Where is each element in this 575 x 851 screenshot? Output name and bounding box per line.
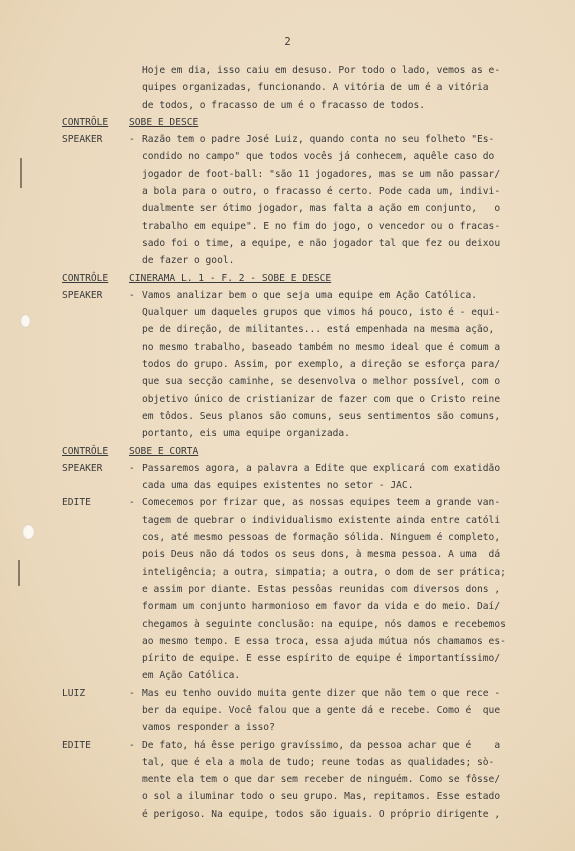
dialogue-text: Comecemos por frizar que, as nossas equipes teem a grande van- xyxy=(142,497,501,509)
dialogue-text: formam um conjunto harmonioso em favor da vida e do meio. Daí/ xyxy=(142,601,501,613)
control-label: CONTRÔLE xyxy=(62,272,109,284)
speech-line xyxy=(62,408,522,425)
control-label: CONTRÔLE xyxy=(62,116,109,128)
dialogue-text: inteligência; a outra, simpatia; a outra, o dom de ser prática; xyxy=(142,566,506,578)
speech-line xyxy=(62,391,522,408)
speech-line xyxy=(62,564,522,581)
dialogue-text: a bola para o outro, o fracasso é certo. Pode cada um, indivi- xyxy=(142,186,501,198)
page-number: 2 xyxy=(284,36,291,48)
speech-line xyxy=(62,719,522,736)
speech-line xyxy=(62,477,522,494)
speech-line xyxy=(62,598,522,615)
speech-line xyxy=(62,183,522,200)
speech-line xyxy=(62,235,522,252)
dialogue-text: o sol a iluminar todo o seu grupo. Mas, repitamos. Esse estado xyxy=(142,791,501,803)
dialogue-text: dualmente ser ótimo jogador, mas falta a ação em conjunto, o xyxy=(142,203,501,215)
dialogue-text: mente ela tem o que dar sem receber de ninguém. Como se fôsse/ xyxy=(142,774,501,786)
control-cue xyxy=(62,270,522,287)
speech-line xyxy=(62,148,522,165)
dialogue-text: jogador de foot-ball: "são 11 jogadores, mas se um não passar/ xyxy=(142,168,501,180)
speech-line xyxy=(62,252,522,269)
dialogue-text: é perigoso. Na equipe, todos são iguais. O próprio dirigente , xyxy=(142,808,501,820)
speaker-dash: - xyxy=(129,134,135,146)
control-instruction: SOBE E CORTA xyxy=(129,445,199,457)
speech-line xyxy=(62,166,522,183)
speech-line xyxy=(62,529,522,546)
speech-line xyxy=(62,287,522,304)
speaker-dash: - xyxy=(129,462,135,474)
speech-line xyxy=(62,131,522,148)
speaker-name: LUIZ xyxy=(62,687,86,699)
speaker-dash: - xyxy=(129,739,135,751)
control-instruction: CINERAMA L. 1 - F. 2 - SOBE E DESCE xyxy=(129,272,332,284)
speech-line xyxy=(62,788,522,805)
control-label: CONTRÔLE xyxy=(62,445,109,457)
speech-line xyxy=(62,737,522,754)
speech-line xyxy=(62,339,522,356)
dialogue-text: trabalho em equipe". E no fim do jogo, o vencedor ou o fracas- xyxy=(142,220,501,232)
speech-line xyxy=(62,200,522,217)
intro-line: Hoje em dia, isso caiu em desuso. Por todo o lado, vemos as e- xyxy=(142,65,501,76)
speech-line xyxy=(62,218,522,235)
staple-mark-top xyxy=(20,158,22,188)
intro-paragraph xyxy=(62,62,522,114)
speaker-name: EDITE xyxy=(62,739,91,751)
speech-line xyxy=(62,806,522,823)
control-instruction: SOBE E DESCE xyxy=(129,116,199,128)
speech-line xyxy=(62,460,522,477)
speech-line xyxy=(62,685,522,702)
speech-line xyxy=(62,650,522,667)
dialogue-text: cos, até mesmo pessoas de formação sólida. Ninguem é completo, xyxy=(142,532,501,544)
speaker-name: SPEAKER xyxy=(62,462,103,474)
speaker-name: SPEAKER xyxy=(62,289,103,301)
dialogue-text: ber da equipe. Você falou que a gente dá e recebe. Como é que xyxy=(142,704,501,716)
speech-line xyxy=(62,754,522,771)
control-cue xyxy=(62,443,522,460)
dialogue-text: vamos responder a isso? xyxy=(142,722,275,734)
speech-line xyxy=(62,633,522,650)
speech-line xyxy=(62,512,522,529)
dialogue-text: Passaremos agora, a palavra a Edite que explicará com exatidão xyxy=(142,462,501,474)
punch-hole-top xyxy=(20,314,31,328)
punch-hole-bottom xyxy=(22,524,35,540)
dialogue-text: objetivo único de cristianizar de fazer com que o Cristo reine xyxy=(142,393,501,405)
speaker-name: EDITE xyxy=(62,497,91,509)
speaker-dash: - xyxy=(129,687,135,699)
speech-line xyxy=(62,373,522,390)
dialogue-text: chegamos à seguinte conclusão: na equipe, nós damos e recebemos xyxy=(142,618,506,630)
speech-line xyxy=(62,667,522,684)
dialogue-text: Qualquer um daqueles grupos que vimos há pouco, isto é - equi- xyxy=(142,307,501,319)
speech-line xyxy=(62,356,522,373)
speech-line xyxy=(62,321,522,338)
intro-line: de todos, o fracasso de um é o fracasso de todos. xyxy=(142,99,426,111)
dialogue-text: tagem de quebrar o individualismo existente ainda entre católi xyxy=(142,514,501,526)
control-cue xyxy=(62,114,522,131)
speaker-dash: - xyxy=(129,289,135,301)
dialogue-text: em tôdos. Seus planos são comuns, seus sentimentos são comuns, xyxy=(142,410,501,422)
speech-line xyxy=(62,425,522,442)
dialogue-text: portanto, eis uma equipe organizada. xyxy=(142,428,350,440)
dialogue-text: de fazer o gool. xyxy=(142,255,235,267)
dialogue-text: em Ação Católica. xyxy=(142,670,241,682)
speech-line xyxy=(62,616,522,633)
dialogue-text: condido no campo" que todos vocês já conhecem, aquêle caso do xyxy=(142,151,495,163)
dialogue-text: Mas eu tenho ouvido muita gente dizer que não tem o que rece - xyxy=(142,687,501,699)
dialogue-text: pois Deus não dá todos os seus dons, à mesma pessoa. A uma dá xyxy=(142,549,501,561)
speech-line xyxy=(62,494,522,511)
speech-line xyxy=(62,702,522,719)
dialogue-text: ao mesmo tempo. E essa troca, essa ajuda mútua nós chamamos es- xyxy=(142,635,506,647)
script-blocks xyxy=(62,114,522,823)
speech-line xyxy=(62,546,522,563)
dialogue-text: pírito de equipe. E esse espírito de equipe é importantíssimo/ xyxy=(142,653,501,665)
dialogue-text: e assim por diante. Estas pessôas reunidas com diversos dons , xyxy=(142,583,501,595)
dialogue-text: todos do grupo. Assim, por exemplo, a direção se esforça para/ xyxy=(142,359,501,371)
staple-mark-bottom xyxy=(18,560,20,586)
speech-line xyxy=(62,581,522,598)
dialogue-text: Razão tem o padre José Luiz, quando conta no seu folheto "Es- xyxy=(142,134,495,146)
dialogue-text: que sua secção caminhe, se desenvolva o melhor possível, com o xyxy=(142,376,501,388)
dialogue-text: Vamos analizar bem o que seja uma equipe em Ação Católica. xyxy=(142,289,478,301)
script-body xyxy=(62,62,522,823)
dialogue-text: cada uma das equipes existentes no setor - JAC. xyxy=(142,480,414,492)
speaker-dash: - xyxy=(129,497,135,509)
dialogue-text: tal, que é ela a mola de tudo; reune todas as qualidades; sò- xyxy=(142,756,495,768)
intro-line: quipes organizadas, funcionando. A vitória de um é a vitória xyxy=(142,82,489,94)
dialogue-text: De fato, há êsse perigo gravíssimo, da pessoa achar que é a xyxy=(142,739,501,751)
dialogue-text: sado foi o time, a equipe, e não jogador tal que fez ou deixou xyxy=(142,237,501,249)
dialogue-text: no mesmo trabalho, baseado também no mesmo ideal que é comum a xyxy=(142,341,501,353)
speech-line xyxy=(62,771,522,788)
dialogue-text: pe de direção, de militantes... está empenhada na mesma ação, xyxy=(142,324,495,336)
speaker-name: SPEAKER xyxy=(62,134,103,146)
speech-line xyxy=(62,304,522,321)
